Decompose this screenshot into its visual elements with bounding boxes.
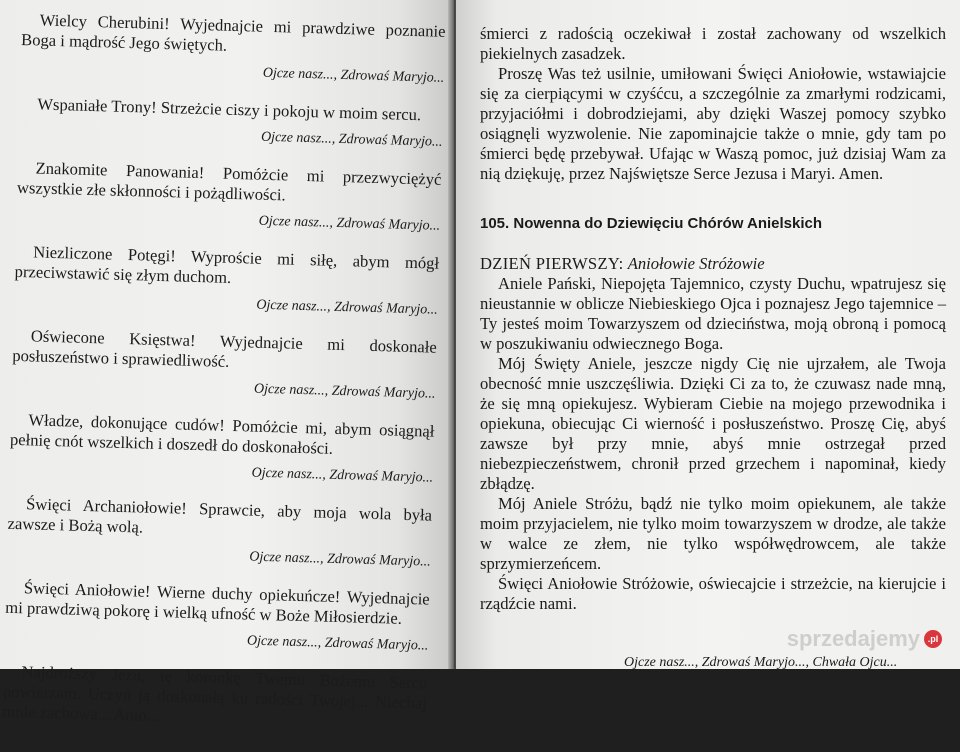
right-page-content (480, 24, 946, 614)
day-label: DZIEŃ PIERWSZY: (480, 254, 624, 273)
prayer-paragraph: Aniele Pański, Niepojęta Tajemnico, czysty Duchu, wpatrujesz się nieustannie w oblicze Niebieskiego Ojca i poznajesz Jego tajemnice – Ty jesteś moim Towarzyszem od dzieciństwa, moją obroną i pomocą w poszukiwaniu odwiecznego Boga. (480, 274, 946, 353)
litany-block (16, 158, 442, 236)
invocation-text: Święci Aniołowie! Wierne duchy opiekuńcze! Wyjednajcie mi prawdziwą pokorę i wielką ufność w Boże Miłosierdzie. (5, 578, 430, 628)
prayer-paragraph: Proszę Was też usilnie, umiłowani Święci Aniołowie, wstawiajcie się za cierpiącymi w czyśćcu, a szczególnie za zmarłymi rodzicami, przyjaciółmi i dobrodziejami, aby dzięki Waszej pomocy szybko osiągnęli wyzwolenie. Nie zapominajcie także o mnie, gdy tam po śmierci będę przebywał. Ufając w Waszą pomoc, już dzisiaj Wam za nią dziękuję, przez Najświętsze Serce Jezusa i Maryi. Amen. (480, 64, 946, 183)
response-text: Ojcze nasz..., Zdrowaś Maryjo... (251, 465, 434, 486)
response-text: Ojcze nasz..., Zdrowaś Maryjo... (260, 129, 443, 150)
invocation-text: Oświecone Księstwa! Wyjednajcie mi doskonałe posłuszeństwo i sprawiedliwość. (12, 326, 438, 371)
left-page-content (2, 10, 446, 752)
response-text: Ojcze nasz..., Zdrowaś Maryjo... (258, 213, 441, 234)
response-text: Ojcze nasz..., Zdrowaś Maryjo... (262, 65, 445, 86)
response-text: Ojcze nasz..., Zdrowaś Maryjo... (253, 381, 436, 402)
invocation-text: Niezliczone Potęgi! Wyproście mi siłę, abym mógł przeciwstawić się złym duchom. (14, 242, 440, 287)
watermark-badge: .pl (924, 630, 942, 648)
continuation-text: śmierci z radością oczekiwał i został zachowany od wszelkich piekielnych zasadzek. (480, 24, 946, 63)
litany-block (20, 10, 446, 88)
invocation-text: Władze, dokonujące cudów! Pomóżcie mi, abym osiągnął pełnię cnót wszelkich i doszedł do doskonałości. (9, 410, 435, 458)
watermark (786, 626, 942, 651)
prayer-paragraph: Mój Święty Aniele, jeszcze nigdy Cię nie ujrzałem, ale Twoja obecność mnie uszczęśliwia. Dzięki Ci za to, że czuwasz nade mną, że się mną opiekujesz. Wybieram Ciebie na mojego przewodnika i opiekuna, obiecując Ci wierność i posłuszeństwo. Proszę Cię, abyś zawsze był przy mnie, abyś mnie ostrzegał przed niebezpieczeństwem, chronił przed grzechem i napominał, kiedy zbłądzę. (480, 354, 946, 493)
response-text: Ojcze nasz..., Zdrowaś Maryjo... (246, 633, 429, 654)
response-text: Ojcze nasz..., Zdrowaś Maryjo... (256, 297, 438, 318)
closing-prayer-text: Najdroższy Jezu, tę koronkę Twemu Bożemu Sercu powierzam. Uczyń ją doskonałą ku radości Twojej... Niechaj mnie zachowa... Anio... (2, 662, 428, 726)
invocation-text: Wielcy Cherubini! Wyjednajcie mi prawdziwe poznanie Boga i mądrość Jego świętych. (20, 10, 446, 55)
litany-block (14, 242, 440, 320)
section-heading: 105. Nowenna do Dziewięciu Chórów Anielskich (480, 215, 823, 232)
watermark-text: sprzedajemy (786, 626, 920, 651)
litany-block (18, 94, 443, 152)
right-page (456, 0, 960, 669)
litany-block (7, 494, 433, 572)
prayer-paragraph: Święci Aniołowie Stróżowie, oświecajcie i strzeżcie, na kierujcie i rządźcie nami. (480, 574, 946, 613)
day-heading (480, 254, 946, 274)
litany-block (2, 662, 428, 734)
litany-block (4, 578, 430, 656)
invocation-text: Wspaniałe Trony! Strzeżcie ciszy i pokoju w moim sercu. (37, 94, 422, 125)
litany-block (11, 326, 437, 404)
bottom-response-text: Ojcze nasz..., Zdrowaś Maryjo..., Chwała Ojcu... (624, 655, 898, 670)
response-text: Ojcze nasz..., Zdrowaś Maryjo... (249, 549, 431, 570)
invocation-text: Znakomite Panowania! Pomóżcie mi przezwyciężyć wszystkie złe skłonności i pożądliwości. (16, 158, 442, 205)
left-page (0, 0, 452, 726)
day-title: Aniołowie Stróżowie (627, 254, 765, 273)
invocation-text: Święci Archaniołowie! Sprawcie, aby moja wola była zawsze i Bożą wolą. (7, 494, 433, 537)
prayer-paragraph: Mój Aniele Stróżu, bądź nie tylko moim opiekunem, ale także moim przyjacielem, nie tylko moim towarzyszem w drodze, ale także w walce ze złem, nie tylko współwędrowcem, ale także sprzymierzeńcem. (480, 494, 946, 573)
litany-block (9, 410, 435, 488)
